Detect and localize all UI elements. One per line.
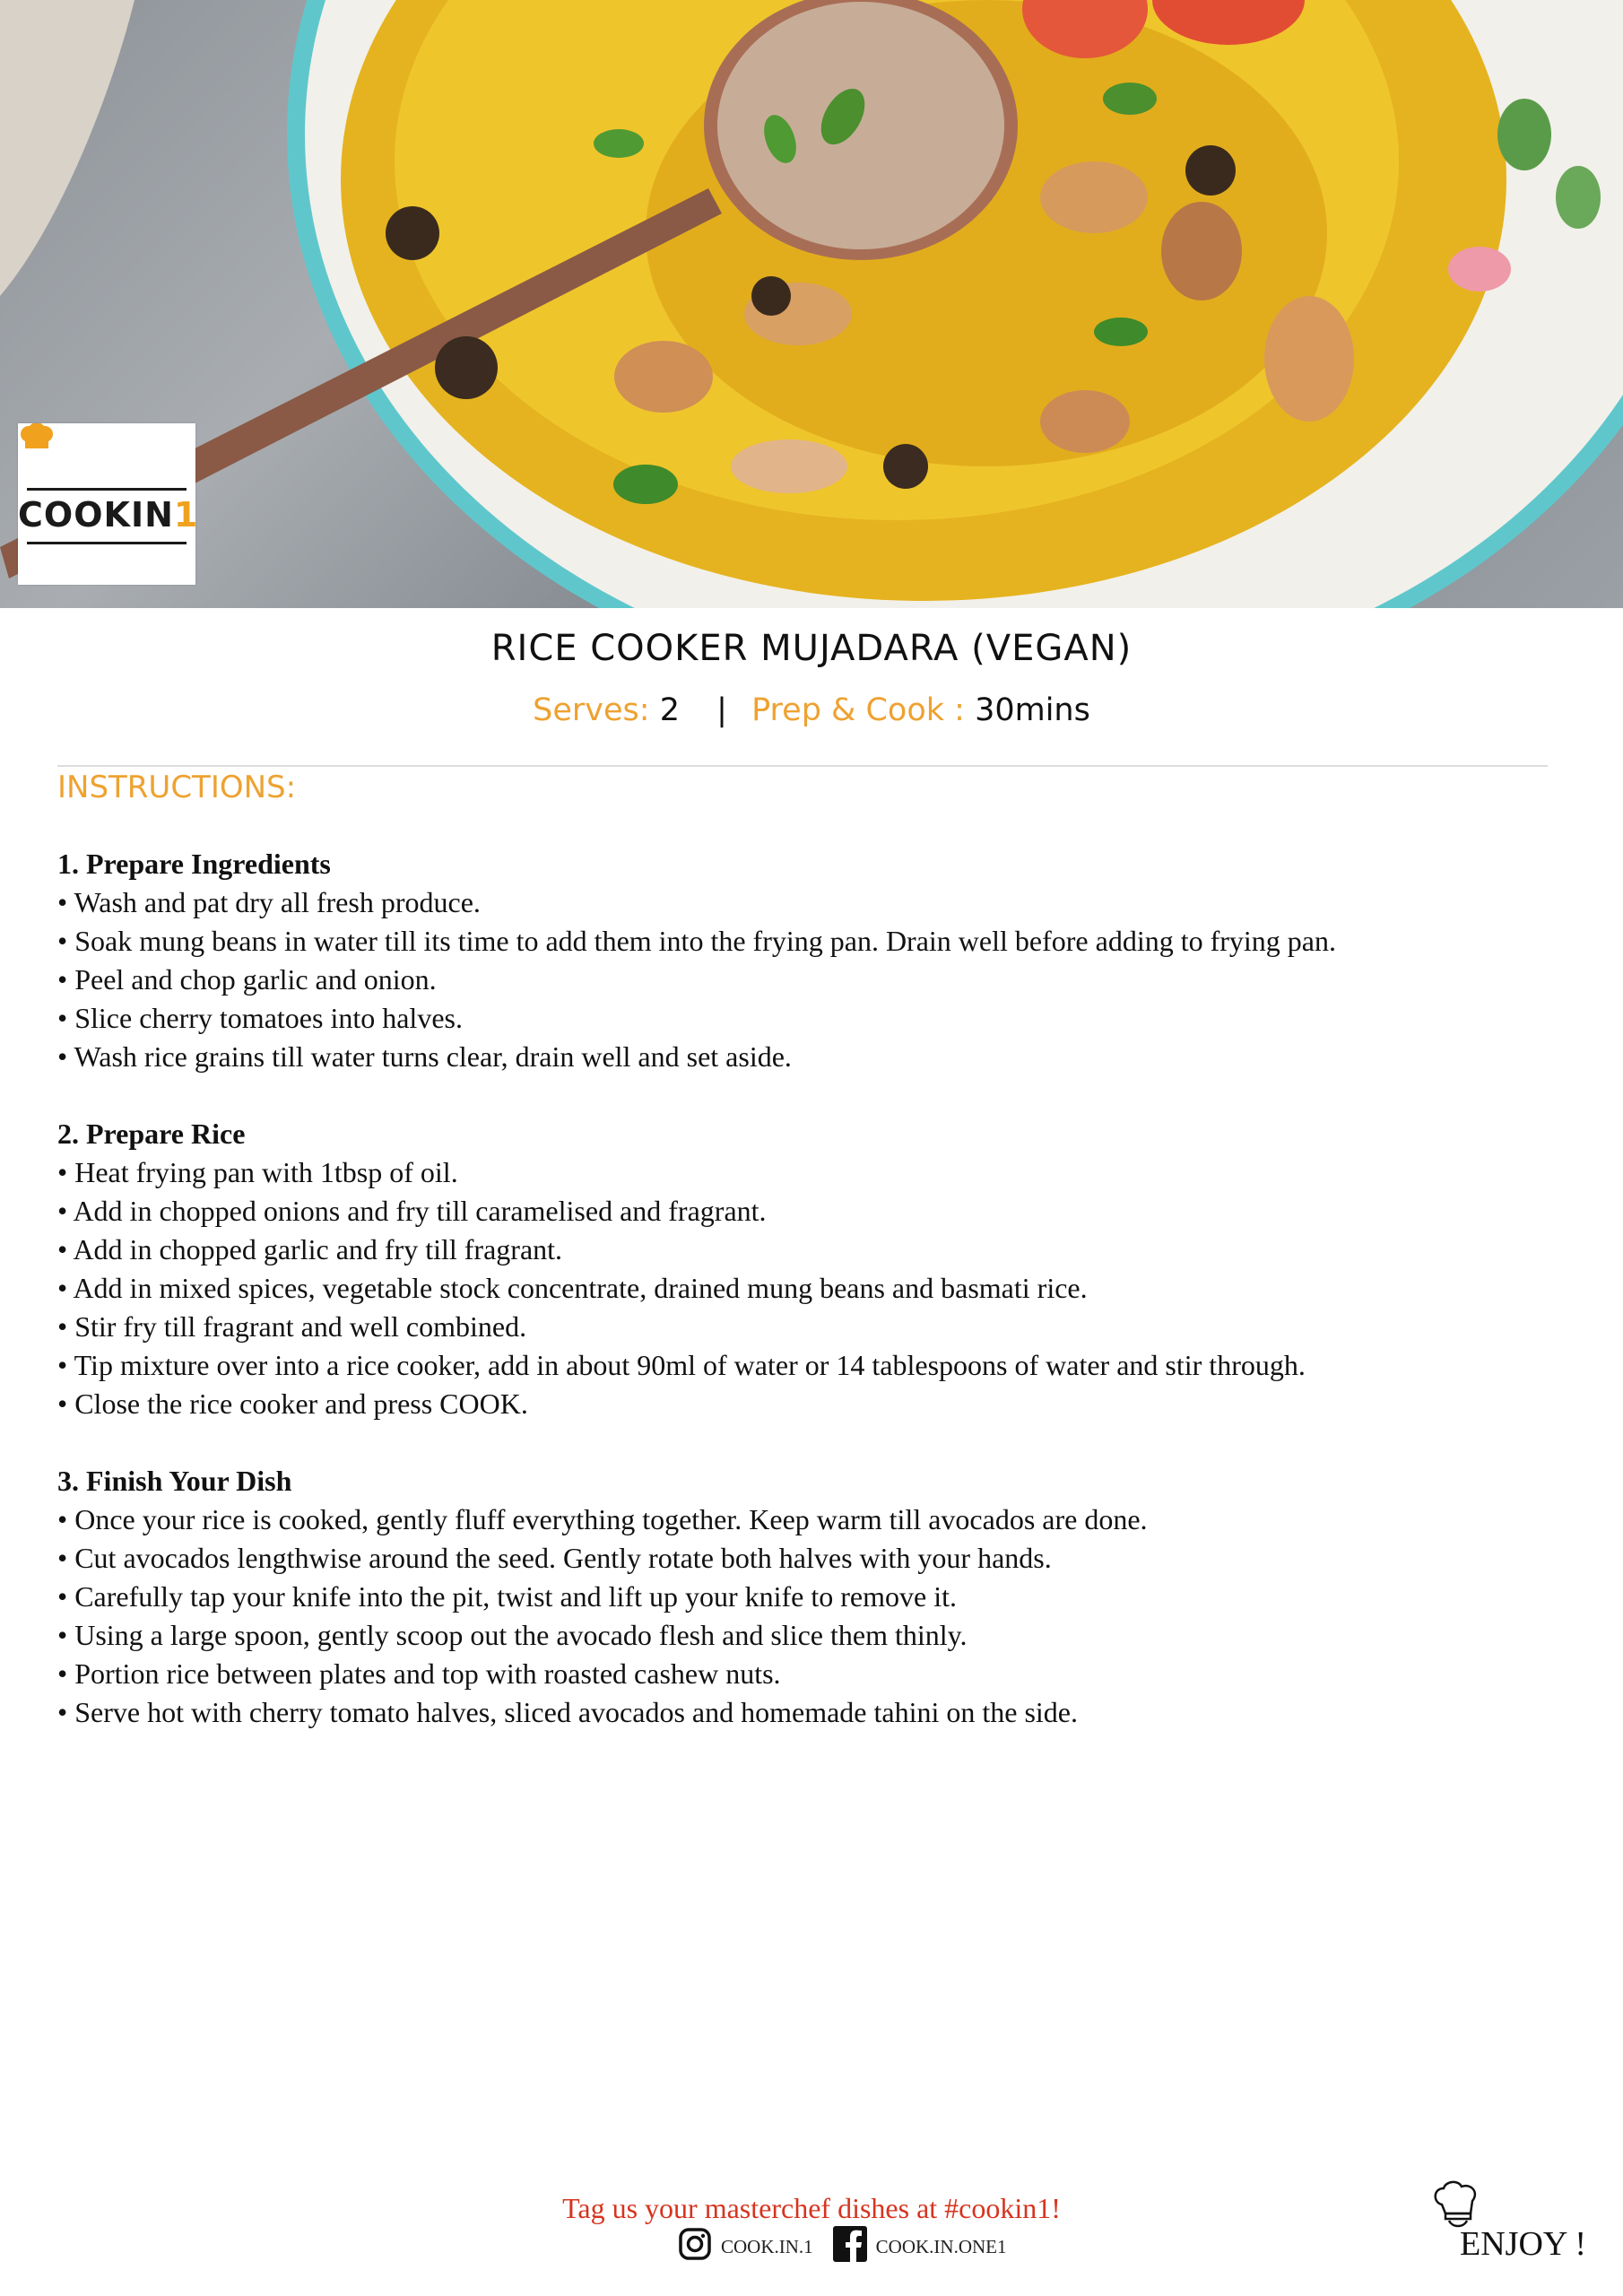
section-prepare-rice (57, 1115, 1546, 1423)
list-item: • Add in chopped garlic and fry till fragrant. (57, 1233, 563, 1265)
meta-separator: | (716, 692, 727, 728)
list-item: • Using a large spoon, gently scoop out the avocado flesh and slice them thinly. (57, 1619, 968, 1651)
list-item: • Wash and pat dry all fresh produce. (57, 886, 481, 918)
list-item: • Add in mixed spices, vegetable stock concentrate, drained mung beans and basmati rice. (57, 1272, 1088, 1304)
serves-value: 2 (659, 692, 680, 728)
section-title: 3. Finish Your Dish (57, 1465, 292, 1497)
list-item: • Wash rice grains till water turns clear, drain well and set aside. (57, 1040, 792, 1073)
logo-rule-top (27, 488, 187, 491)
list-item: • Slice cherry tomatoes into halves. (57, 1002, 463, 1034)
cookin1-logo (18, 423, 199, 585)
section-title: 1. Prepare Ingredients (57, 848, 331, 880)
list-item: • Heat frying pan with 1tbsp of oil. (57, 1156, 458, 1188)
footer-tagline: Tag us your masterchef dishes at #cookin1! (562, 2192, 1061, 2224)
instructions-heading: INSTRUCTIONS: (57, 770, 297, 805)
instagram-handle[interactable]: COOK.IN.1 (721, 2235, 813, 2257)
list-item: • Close the rice cooker and press COOK. (57, 1387, 528, 1420)
dish-illustration (0, 0, 1623, 608)
logo-rule-bottom (27, 542, 187, 544)
list-item: • Soak mung beans in water till its time to add them into the frying pan. Drain well before adding to frying pan. (57, 925, 1336, 957)
hero-photo (0, 0, 1623, 608)
facebook-icon[interactable] (833, 2226, 867, 2267)
section-prepare-ingredients (57, 845, 1546, 1076)
enjoy-text: ENJOY ! (1460, 2225, 1587, 2263)
list-item: • Portion rice between plates and top with roasted cashew nuts. (57, 1657, 781, 1690)
list-item: • Stir fry till fragrant and well combined. (57, 1310, 527, 1343)
facebook-handle[interactable]: COOK.IN.ONE1 (875, 2235, 1007, 2257)
header-divider (57, 765, 1548, 767)
social-links (678, 2226, 1027, 2267)
list-item: • Cut avocados lengthwise around the seed. Gently rotate both halves with your hands. (57, 1542, 1052, 1574)
enjoy-badge (1426, 2178, 1605, 2267)
prep-cook-label: Prep & Cook : (751, 692, 965, 728)
section-finish-your-dish (57, 1462, 1546, 1732)
prep-cook-value: 30mins (975, 692, 1090, 728)
list-item: • Add in chopped onions and fry till caramelised and fragrant. (57, 1195, 767, 1227)
serves-label: Serves: (533, 692, 650, 728)
instagram-icon[interactable] (678, 2227, 712, 2266)
section-title: 2. Prepare Rice (57, 1118, 246, 1150)
instructions-body (57, 845, 1546, 1770)
logo-chef-hat-icon (18, 423, 56, 450)
logo-text-accent: 1 (173, 495, 199, 535)
recipe-meta (0, 692, 1623, 728)
logo-text-main: COOKIN (18, 495, 174, 535)
recipe-title: RICE COOKER MUJADARA (VEGAN) (490, 628, 1133, 669)
list-item: • Peel and chop garlic and onion. (57, 963, 437, 996)
list-item: • Tip mixture over into a rice cooker, add in about 90ml of water or 14 tablespoons of water and stir through. (57, 1349, 1306, 1381)
logo-text (18, 495, 199, 535)
list-item: • Carefully tap your knife into the pit, twist and lift up your knife to remove it. (57, 1580, 957, 1613)
list-item: • Serve hot with cherry tomato halves, sliced avocados and homemade tahini on the side. (57, 1696, 1078, 1728)
list-item: • Once your rice is cooked, gently fluff everything together. Keep warm till avocados are done. (57, 1503, 1148, 1535)
